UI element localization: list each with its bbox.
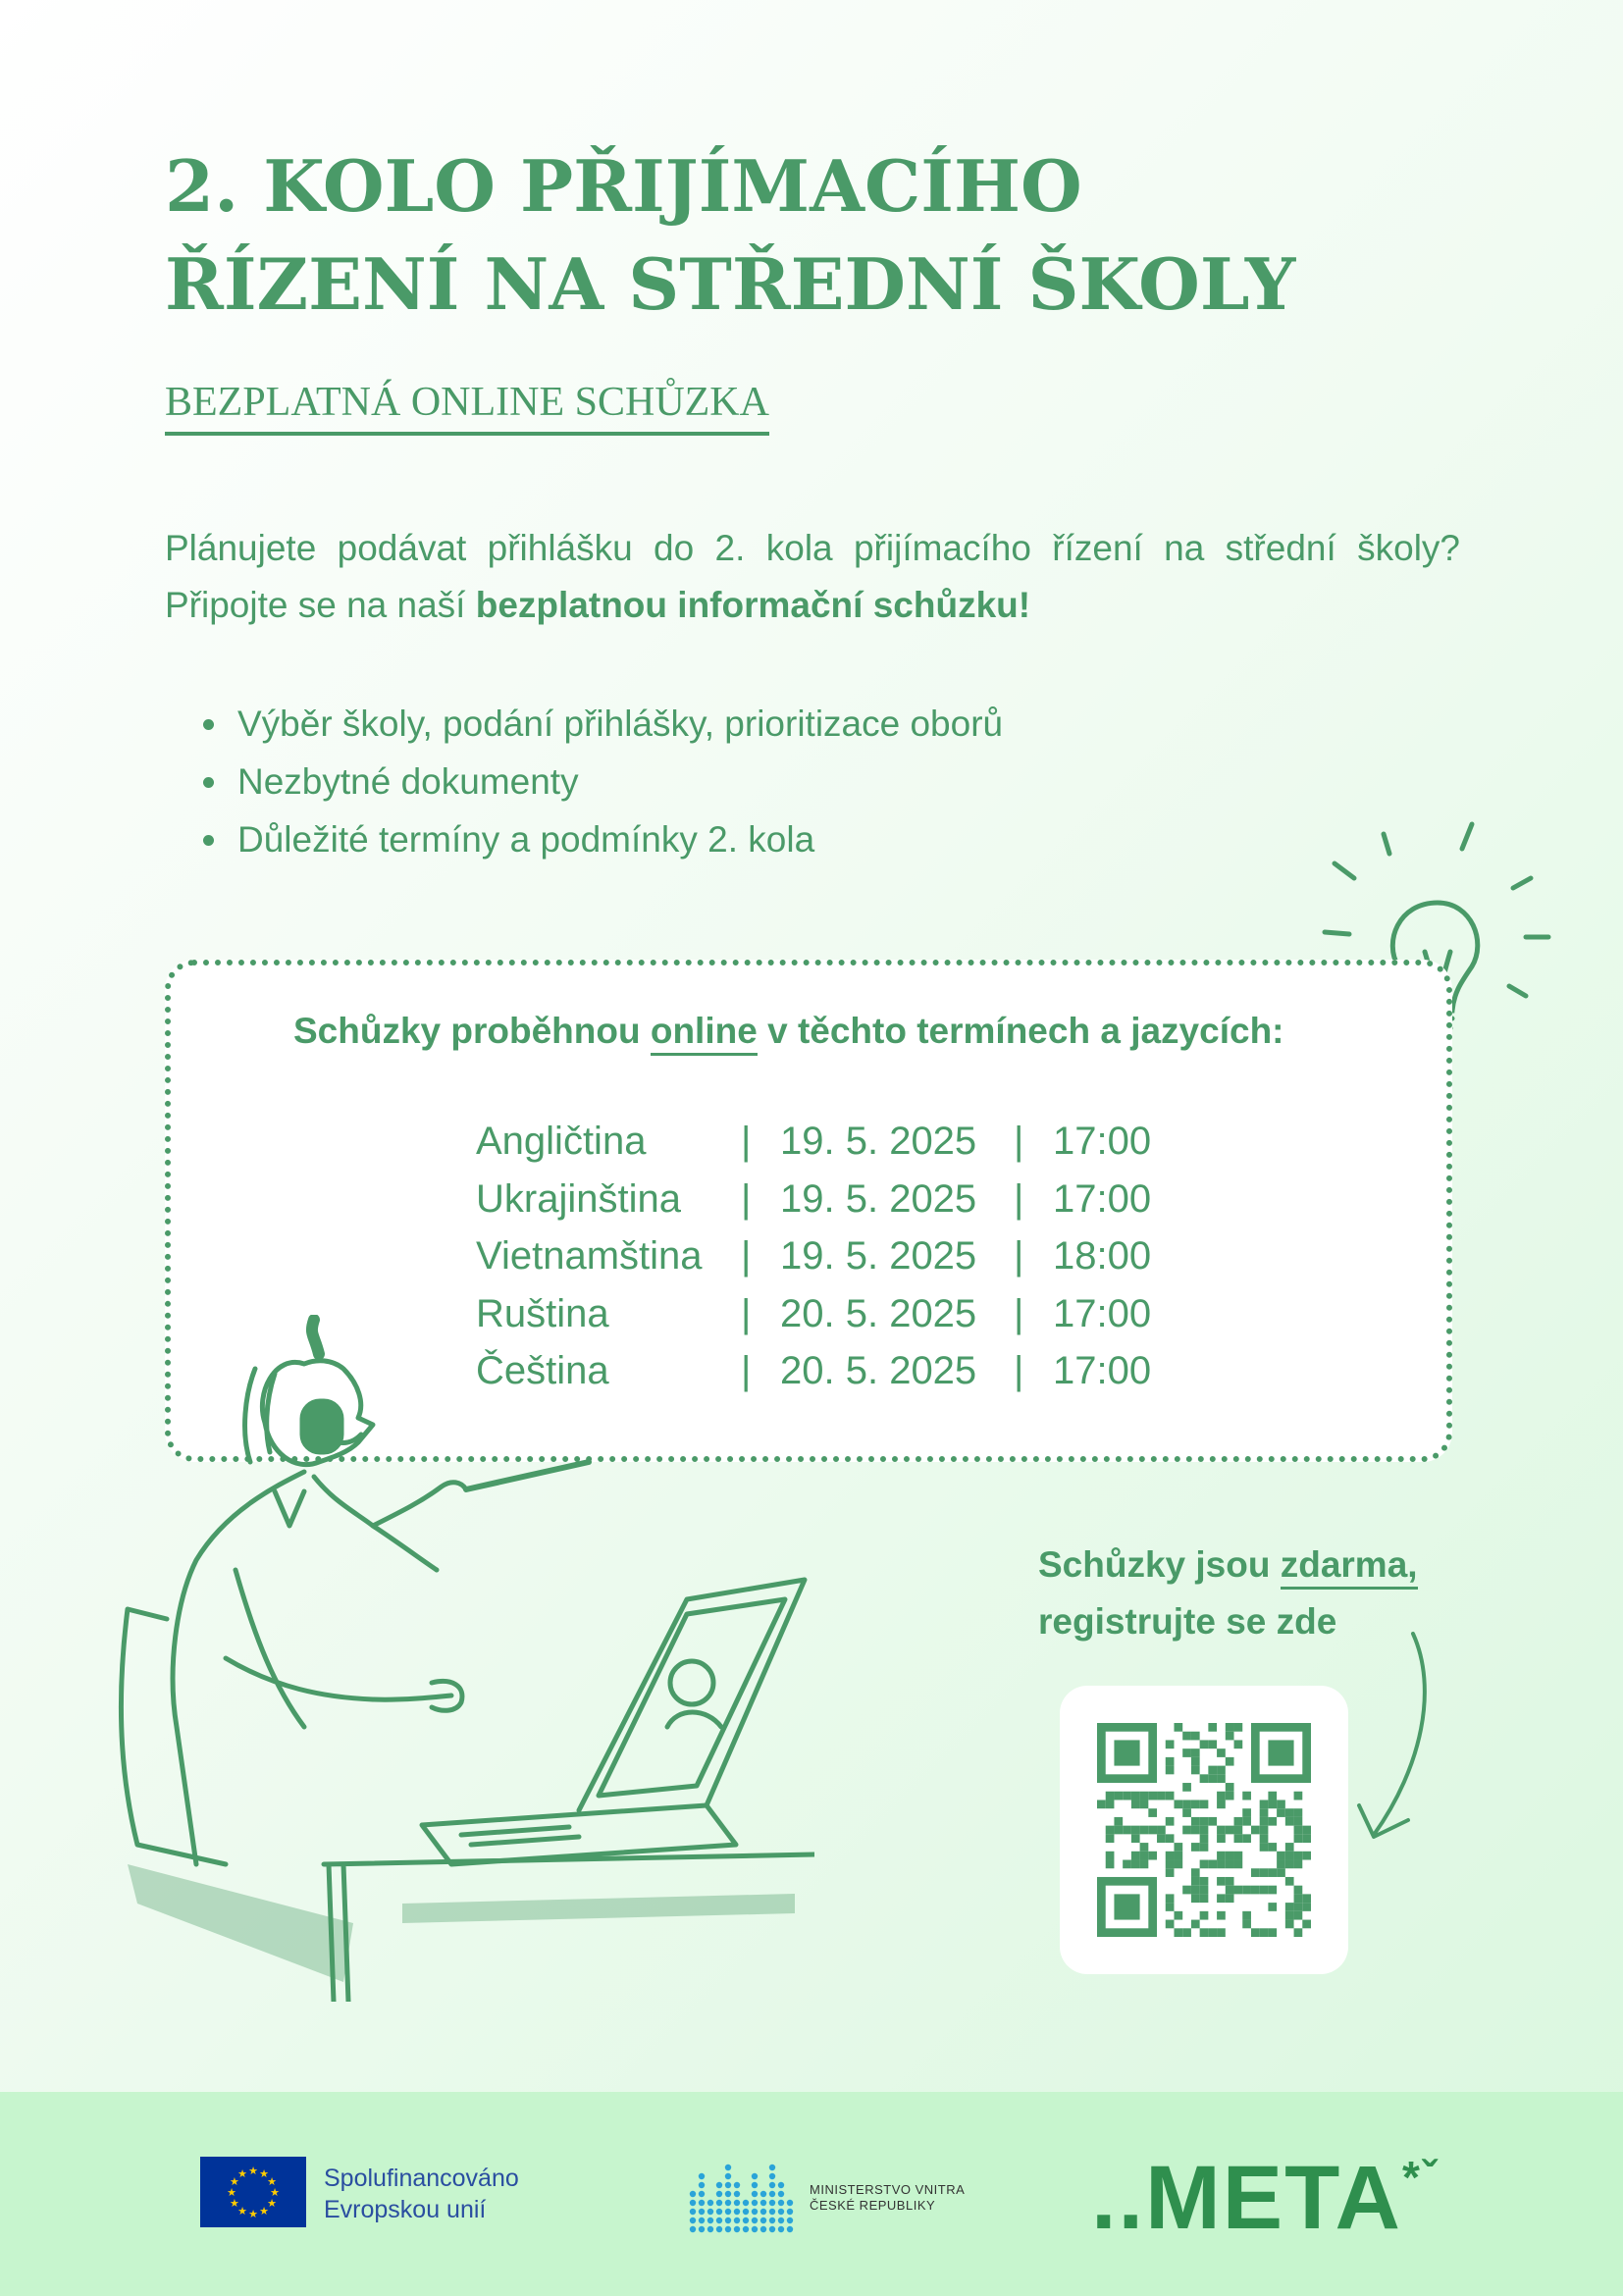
eu-text-line-2: Evropskou unií bbox=[324, 2196, 487, 2223]
ministry-line-2: ČESKÉ REPUBLIKY bbox=[810, 2198, 936, 2213]
schedule-language: Angličtina bbox=[476, 1120, 647, 1163]
schedule-separator: | bbox=[1014, 1176, 1024, 1221]
svg-text:★: ★ bbox=[248, 2208, 258, 2220]
schedule-separator: | bbox=[741, 1120, 752, 1163]
svg-text:★: ★ bbox=[237, 2166, 247, 2180]
svg-text:★: ★ bbox=[267, 2197, 277, 2210]
schedule-language: Čeština bbox=[476, 1349, 609, 1392]
schedule-language: Vietnamština bbox=[476, 1234, 703, 1278]
schedule-separator: | bbox=[741, 1234, 752, 1278]
eu-text-line-1: Spolufinancováno bbox=[324, 2165, 519, 2192]
page-title bbox=[165, 137, 1440, 334]
svg-text:★: ★ bbox=[227, 2186, 236, 2199]
schedule-separator: | bbox=[1014, 1349, 1024, 1392]
svg-text:★: ★ bbox=[259, 2205, 269, 2218]
schedule-time: 18:00 bbox=[1053, 1234, 1152, 1278]
schedule-heading bbox=[293, 1011, 1284, 1052]
cta-line-1-pre: Schůzky jsou bbox=[1038, 1544, 1281, 1585]
cta-free-highlight: zdarma, bbox=[1281, 1544, 1418, 1590]
topic-item: • Nezbytné dokumenty bbox=[232, 753, 1003, 810]
schedule-time: 17:00 bbox=[1053, 1176, 1152, 1221]
ministry-logo-icon bbox=[687, 2157, 800, 2235]
schedule-date: 19. 5. 2025 bbox=[780, 1120, 977, 1163]
topic-item: • Výběr školy, podání přihlášky, prioritizace oborů bbox=[232, 695, 1003, 753]
ministry-line-1: MINISTERSTVO VNITRA bbox=[810, 2182, 966, 2197]
meta-logo bbox=[1091, 2147, 1439, 2250]
schedule-language: Ukrajinština bbox=[476, 1176, 681, 1221]
title-line-1: 2. KOLO PŘIJÍMACÍHO bbox=[165, 144, 1082, 228]
schedule-row bbox=[476, 1113, 1151, 1171]
eu-flag-icon bbox=[200, 2157, 306, 2227]
schedule-separator: | bbox=[1014, 1120, 1024, 1163]
schedule-separator: | bbox=[741, 1176, 752, 1221]
svg-text:★: ★ bbox=[267, 2175, 277, 2188]
topic-list bbox=[186, 695, 1003, 868]
svg-text:★: ★ bbox=[270, 2186, 280, 2199]
svg-text:★: ★ bbox=[248, 2165, 258, 2177]
svg-text:★: ★ bbox=[259, 2166, 269, 2180]
title-line-2: ŘÍZENÍ NA STŘEDNÍ ŠKOLY bbox=[165, 242, 1296, 326]
eu-cofunding-text bbox=[324, 2163, 519, 2225]
schedule-separator: | bbox=[1014, 1234, 1024, 1278]
meta-logo-mark: *ˇ bbox=[1401, 2152, 1440, 2203]
schedule-row bbox=[476, 1227, 1151, 1285]
footer bbox=[0, 2092, 1623, 2296]
schedule-date: 19. 5. 2025 bbox=[780, 1234, 977, 1278]
schedule-separator: | bbox=[741, 1291, 752, 1335]
arrow-down-icon bbox=[1354, 1629, 1442, 1854]
schedule-row bbox=[476, 1171, 1151, 1228]
schedule-date: 20. 5. 2025 bbox=[780, 1349, 977, 1392]
cta-line-2: registrujte se zde bbox=[1038, 1601, 1337, 1642]
svg-text:★: ★ bbox=[230, 2175, 239, 2188]
schedule-date: 19. 5. 2025 bbox=[780, 1176, 977, 1221]
schedule-date: 20. 5. 2025 bbox=[780, 1291, 977, 1335]
schedule-heading-online: online bbox=[651, 1011, 758, 1056]
svg-text:★: ★ bbox=[237, 2205, 247, 2218]
qr-code[interactable] bbox=[1097, 1723, 1311, 1937]
schedule-heading-post: v těchto termínech a jazycích: bbox=[757, 1011, 1284, 1051]
topic-item: • Důležité termíny a podmínky 2. kola bbox=[232, 810, 1003, 868]
intro-paragraph bbox=[165, 520, 1460, 634]
illustration-person-at-laptop bbox=[108, 1315, 814, 2002]
schedule-separator: | bbox=[1014, 1291, 1024, 1335]
intro-text: Plánujete podávat přihlášku do 2. kola přijímacího řízení na střední školy? Připojte se na naší bbox=[165, 528, 1460, 625]
schedule-time: 17:00 bbox=[1053, 1291, 1152, 1335]
svg-text:★: ★ bbox=[230, 2197, 239, 2210]
meta-logo-text: ..META bbox=[1091, 2148, 1402, 2248]
schedule-language: Ruština bbox=[476, 1291, 609, 1335]
schedule-time: 17:00 bbox=[1053, 1120, 1152, 1163]
schedule-heading-pre: Schůzky proběhnou bbox=[293, 1011, 651, 1051]
schedule-time: 17:00 bbox=[1053, 1349, 1152, 1392]
subtitle: BEZPLATNÁ ONLINE SCHŮZKA bbox=[165, 379, 769, 436]
schedule-separator: | bbox=[741, 1349, 752, 1392]
ministry-text bbox=[810, 2182, 965, 2214]
intro-bold-text: bezplatnou informační schůzku! bbox=[475, 585, 1031, 625]
qr-code-card[interactable] bbox=[1060, 1686, 1348, 1974]
